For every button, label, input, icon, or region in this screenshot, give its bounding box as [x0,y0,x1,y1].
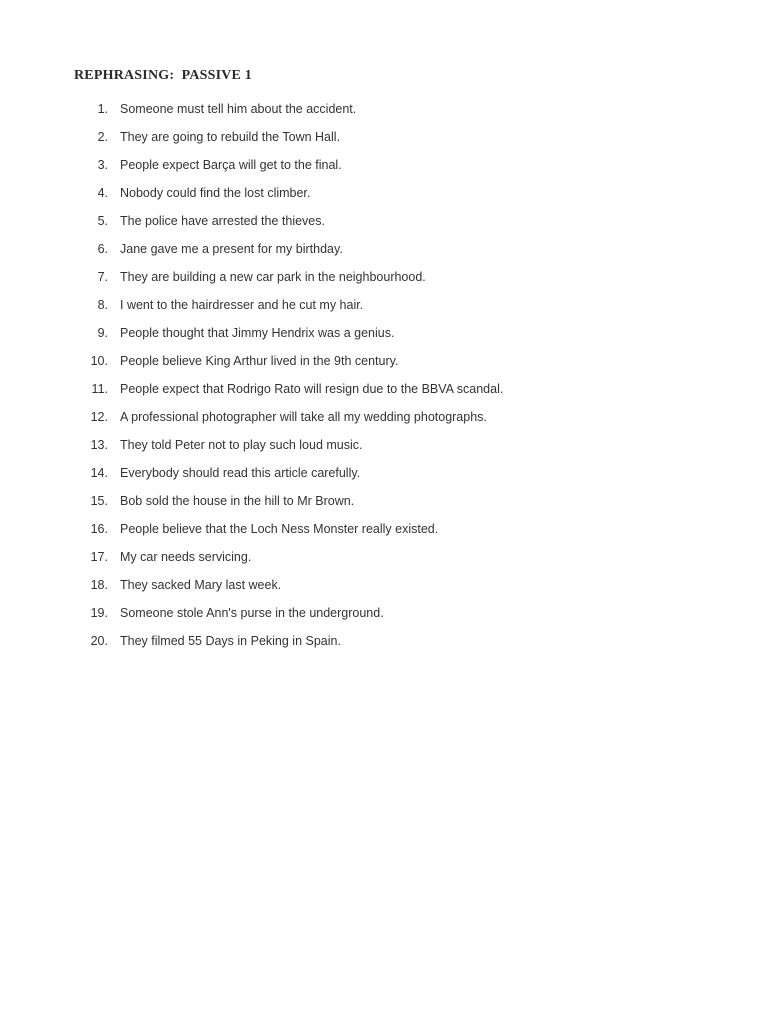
item-number: 8. [97,298,108,312]
item-text: They told Peter not to play such loud music. [120,438,363,452]
item-number: 20. [90,634,108,648]
item-text: They are going to rebuild the Town Hall. [120,130,341,144]
item-text: People expect that Rodrigo Rato will resign due to the BBVA scandal. [120,382,504,396]
item-text: People believe King Arthur lived in the 9th century. [120,354,399,368]
item-text: Everybody should read this article carefully. [120,466,361,480]
item-number: 15. [90,494,108,508]
item-number: 7. [97,270,108,284]
item-text: A professional photographer will take all my wedding photographs. [120,410,487,424]
item-text: My car needs servicing. [120,550,252,564]
item-text: Jane gave me a present for my birthday. [120,242,343,256]
item-number: 16. [90,522,108,536]
item-number: 10. [90,354,108,368]
item-number: 11. [91,382,108,396]
item-text: People thought that Jimmy Hendrix was a genius. [120,326,395,340]
item-number: 1. [97,102,108,116]
item-text: They sacked Mary last week. [120,578,282,592]
item-text: Nobody could find the lost climber. [120,186,311,200]
item-number: 14. [90,466,108,480]
item-text: Bob sold the house in the hill to Mr Brown. [120,494,355,508]
item-number: 6. [97,242,108,256]
item-number: 13. [90,438,108,452]
item-number: 19. [90,606,108,620]
item-text: They filmed 55 Days in Peking in Spain. [120,634,341,648]
item-number: 5. [97,214,108,228]
item-number: 9. [97,326,108,340]
item-number: 17. [90,550,108,564]
item-number: 3. [97,158,108,172]
item-number: 4. [97,186,108,200]
page-title: REPHRASING: PASSIVE 1 [74,68,252,83]
item-text: The police have arrested the thieves. [120,214,325,228]
item-text: People expect Barça will get to the final. [120,158,342,172]
item-text: People believe that the Loch Ness Monster really existed. [120,522,439,536]
item-number: 2. [97,130,108,144]
item-number: 12. [90,410,108,424]
item-text: Someone must tell him about the accident. [120,102,357,116]
item-text: They are building a new car park in the neighbourhood. [120,270,426,284]
item-number: 18. [90,578,108,592]
item-text: I went to the hairdresser and he cut my hair. [120,298,364,312]
item-text: Someone stole Ann's purse in the underground. [120,606,384,620]
